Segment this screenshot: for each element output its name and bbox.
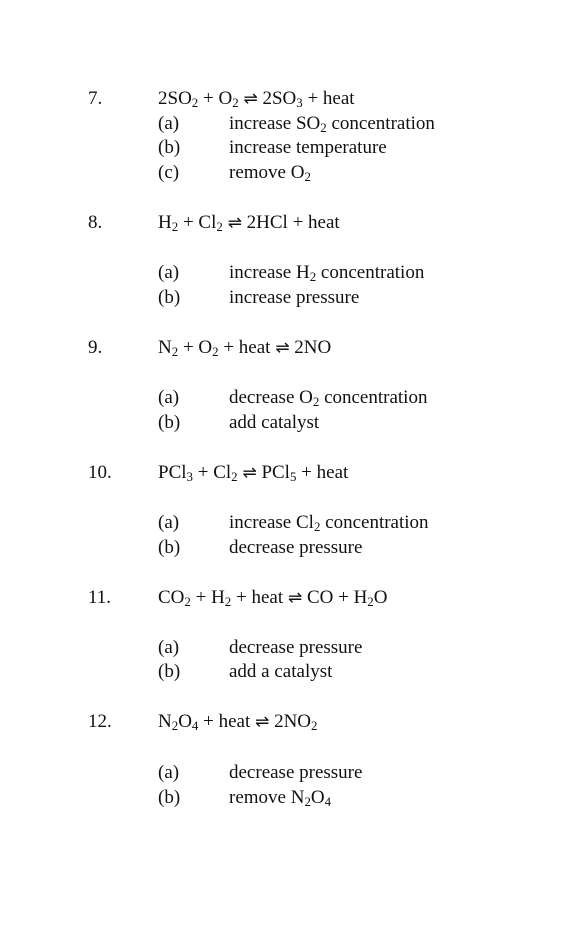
option-letter: (c) — [158, 162, 180, 183]
option-text: increase $H_2$ concentration — [229, 262, 425, 285]
option-letter: (b) — [158, 787, 181, 808]
option-letter: (a) — [158, 512, 180, 533]
subscript: 2 — [304, 169, 311, 185]
subscript: 2 — [216, 219, 223, 235]
option-text: increase $Cl_2$ concentration — [229, 512, 429, 535]
option-letter: (b) — [158, 661, 181, 682]
equilibrium-arrow-icon: ⇌ — [227, 213, 242, 233]
reaction-equation: $N_2 + O_2$ + heat ⇌ 2NO — [158, 337, 332, 360]
equilibrium-arrow-icon: ⇌ — [243, 89, 258, 109]
subscript: 2 — [171, 718, 179, 734]
subscript: 3 — [296, 95, 303, 111]
option-letter: (a) — [158, 113, 180, 134]
subscript: 4 — [191, 718, 199, 734]
option-letter: (a) — [158, 762, 180, 783]
option-letter: (b) — [158, 287, 181, 308]
subscript: 3 — [186, 469, 193, 485]
option-letter: (a) — [158, 262, 180, 283]
subscript: 2 — [313, 519, 321, 535]
problem-number: 10. — [88, 462, 112, 483]
reaction-equation: $PCl_3 + Cl_2$ ⇌ PCl$_5$ + heat — [158, 462, 349, 485]
reaction-equation: $H_2 + Cl_2$ ⇌ 2HCl + heat — [158, 212, 340, 235]
option-text: remove $O_2$ — [229, 162, 311, 185]
option-text: remove $N_2O_4$ — [229, 787, 332, 810]
subscript: 2 — [311, 718, 318, 734]
subscript: 2 — [367, 594, 374, 610]
option-text: increase $SO_2$ concentration — [229, 113, 435, 136]
subscript: 2 — [320, 120, 327, 136]
subscript: 2 — [171, 344, 179, 360]
option-letter: (b) — [158, 137, 181, 158]
reaction-equation: $CO_2 + H_2$ + heat ⇌ CO + $H_2O$ — [158, 587, 388, 610]
option-text: increase temperature — [229, 137, 387, 158]
subscript: 2 — [224, 594, 232, 610]
equilibrium-arrow-icon: ⇌ — [255, 712, 270, 732]
subscript: 5 — [289, 469, 297, 485]
subscript: 2 — [312, 394, 320, 410]
option-letter: (a) — [158, 637, 180, 658]
equilibrium-arrow-icon: ⇌ — [275, 338, 290, 358]
reaction-equation: $N_2O_4$ + heat ⇌ $2NO_2$ — [158, 711, 318, 734]
subscript: 2 — [309, 269, 317, 285]
subscript: 2 — [231, 469, 238, 485]
subscript: 2 — [191, 95, 199, 111]
subscript: 2 — [184, 594, 191, 610]
subscript: 4 — [324, 794, 332, 810]
subscript: 2 — [171, 219, 179, 235]
option-text: increase pressure — [229, 287, 360, 308]
subscript: 2 — [212, 344, 219, 360]
subscript: 2 — [304, 794, 311, 810]
problem-number: 12. — [88, 711, 112, 732]
problem-number: 9. — [88, 337, 103, 358]
equilibrium-arrow-icon: ⇌ — [287, 588, 303, 608]
problem-number: 11. — [88, 587, 112, 608]
option-text: decrease pressure — [229, 637, 363, 658]
option-text: add a catalyst — [229, 661, 333, 682]
subscript: 2 — [232, 95, 239, 111]
option-letter: (b) — [158, 537, 181, 558]
option-text: decrease $O_2$ concentration — [229, 387, 428, 410]
option-letter: (b) — [158, 412, 181, 433]
option-text: add catalyst — [229, 412, 320, 433]
problem-number: 8. — [88, 212, 103, 233]
problem-number: 7. — [88, 88, 103, 109]
option-letter: (a) — [158, 387, 180, 408]
equilibrium-arrow-icon: ⇌ — [242, 463, 257, 483]
reaction-equation: $2SO_2 + O_2$ ⇌ $2SO_3$ + heat — [158, 88, 355, 111]
option-text: decrease pressure — [229, 762, 363, 783]
option-text: decrease pressure — [229, 537, 363, 558]
